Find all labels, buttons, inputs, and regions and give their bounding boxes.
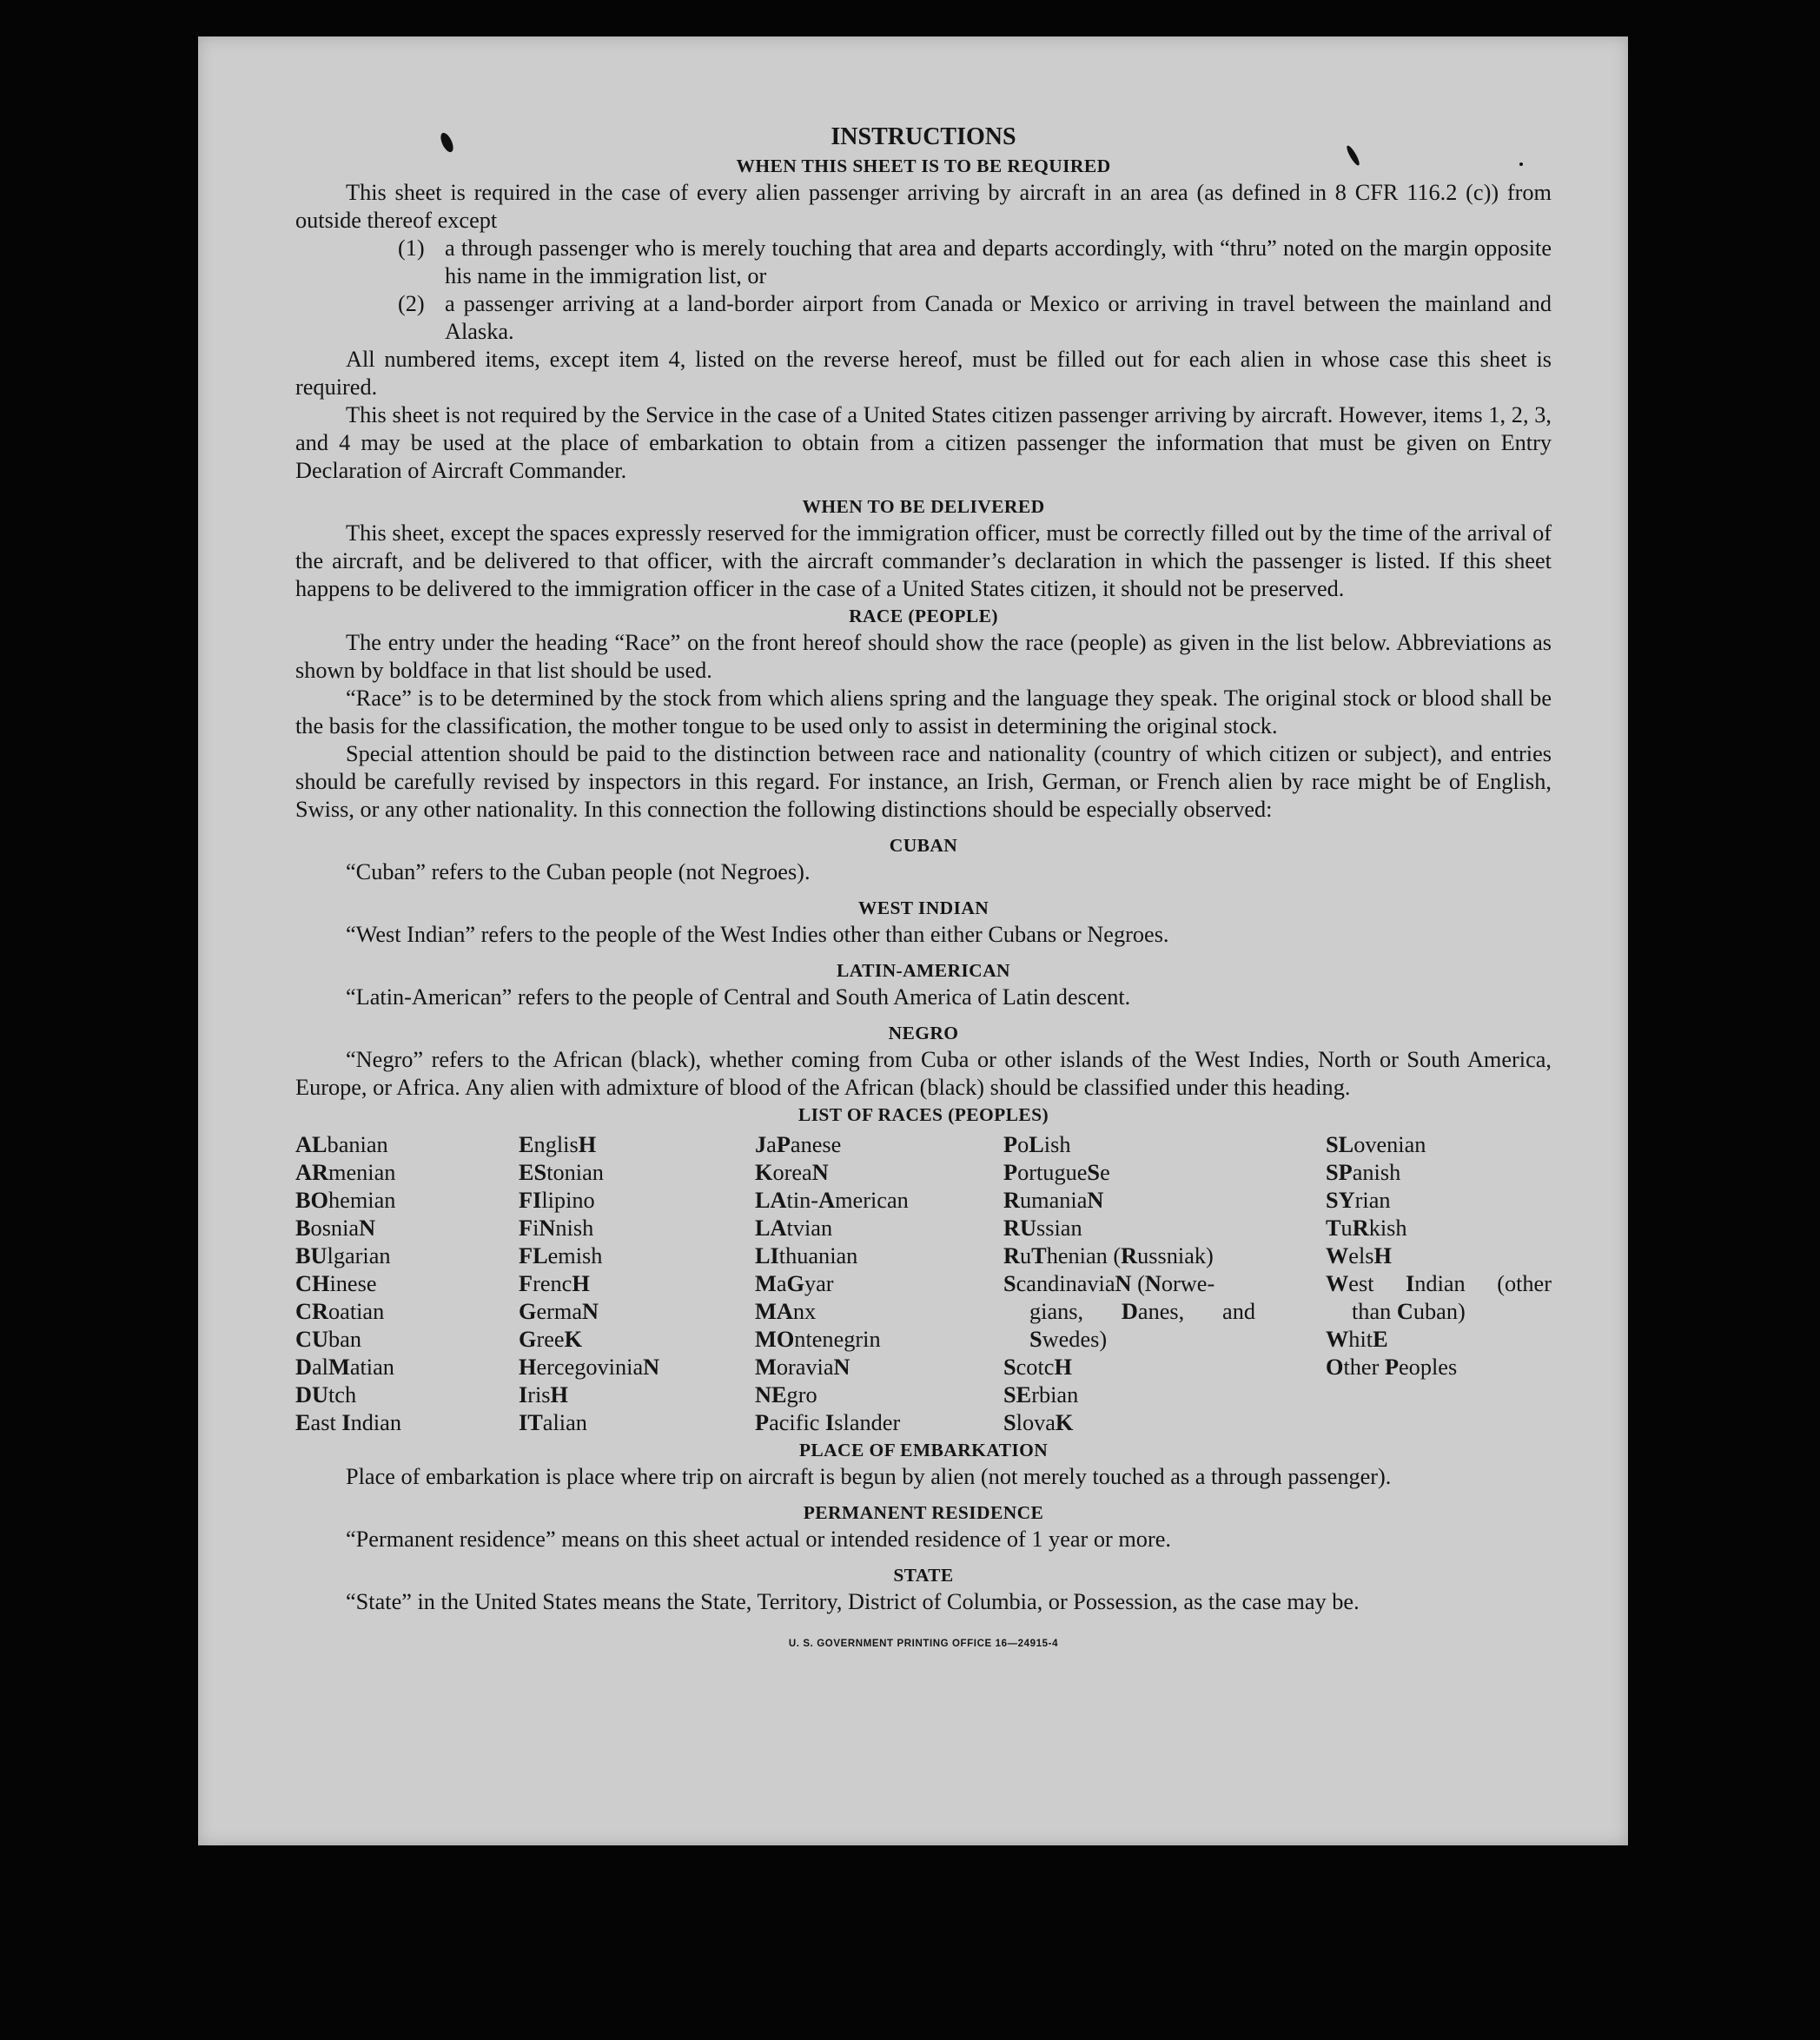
race-item: SErbian — [1003, 1382, 1079, 1407]
races-column-2 — [519, 1131, 745, 1437]
race-item: EnglisH — [519, 1132, 597, 1157]
item-text: a through passenger who is merely touching that area and departs accordingly, with “thru” noted on the margin opposite his name in the immigration list, or — [445, 235, 1552, 288]
race-item: MaGyar — [755, 1271, 834, 1296]
race-item: East Indian — [295, 1410, 402, 1435]
paragraph-west-indian: “West Indian” refers to the people of the West Indies other than either Cubans or Negroes. — [346, 922, 1169, 947]
heading-state: STATE — [893, 1565, 954, 1586]
heading-permanent-residence: PERMANENT RESIDENCE — [803, 1502, 1044, 1523]
race-item: LAtvian — [755, 1215, 833, 1241]
race-item: TuRkish — [1326, 1215, 1407, 1241]
paragraph-required: This sheet is required in the case of every alien passenger arriving by aircraft in an area (as defined in 8 CFR 116.2 (c)) from outside thereof except — [295, 180, 1552, 233]
race-item: MAnx — [755, 1299, 817, 1324]
paragraph-numbered-items: All numbered items, except item 4, listed on the reverse hereof, must be filled out for each alien in whose case this sheet is required. — [295, 347, 1552, 400]
race-item: SPanish — [1326, 1160, 1401, 1185]
race-item: FrencH — [519, 1271, 590, 1296]
paragraph-race-stock: “Race” is to be determined by the stock from which aliens spring and the language they speak. The original stock or blood shall be the basis for the classification, the mother tongue to be used only to assist in determining the original stock. — [295, 686, 1552, 739]
paragraph-race-entry: The entry under the heading “Race” on the front hereof should show the race (people) as given in the list below. Abbreviations as shown by boldface in that list should be used. — [295, 630, 1552, 683]
heading-when-required: WHEN THIS SHEET IS TO BE REQUIRED — [736, 156, 1111, 176]
race-item: DalMatian — [295, 1354, 394, 1380]
race-item: SYrian — [1326, 1188, 1391, 1213]
race-item: WhitE — [1326, 1327, 1388, 1352]
race-item: FLemish — [519, 1243, 603, 1268]
race-item: LIthuanian — [755, 1243, 858, 1268]
instructions-content — [295, 122, 1552, 1658]
printer-imprint: U. S. GOVERNMENT PRINTING OFFICE 16—24915-4 — [788, 1639, 1059, 1649]
races-column-4 — [1003, 1131, 1255, 1437]
race-item: SLovenian — [1326, 1132, 1426, 1157]
paragraph-citizen: This sheet is not required by the Service in the case of a United States citizen passenger arriving by aircraft. However, items 1, 2, 3, and 4 may be used at the place of embarkation to obtain from a citizen passenger the information that must be given on Entry Declaration of Aircraft Commander. — [295, 402, 1552, 483]
race-item: MOntenegrin — [755, 1327, 881, 1352]
race-item: PortugueSe — [1003, 1160, 1110, 1185]
paragraph-delivery: This sheet, except the spaces expressly reserved for the immigration officer, must be correctly filled out by the time of the arrival of the aircraft, and be delivered to that officer, with the aircraft commander’s declaration in which the passenger is listed. If this sheet happens to be delivered to the immigration officer in the case of a United States citizen, it should not be preserved. — [295, 520, 1552, 601]
race-item: GreeK — [519, 1327, 583, 1352]
race-item: ITalian — [519, 1410, 587, 1435]
race-item: MoraviaN — [755, 1354, 850, 1380]
race-item: RUssian — [1003, 1215, 1082, 1241]
race-item: EStonian — [519, 1160, 604, 1185]
heading-list-of-races: LIST OF RACES (PEOPLES) — [797, 1104, 1049, 1125]
race-item: RumaniaN — [1003, 1188, 1104, 1213]
race-item: gians, Danes, and — [1029, 1299, 1255, 1324]
race-item: HercegoviniaN — [519, 1354, 660, 1380]
exception-item — [398, 235, 1552, 290]
race-item: RuThenian (Russniak) — [1003, 1243, 1214, 1268]
race-item: DUtch — [295, 1382, 357, 1407]
item-number: (2) — [398, 291, 425, 316]
races-column-3 — [755, 1131, 989, 1437]
race-item: CUban — [295, 1327, 361, 1352]
races-list — [295, 1131, 1552, 1437]
race-item: ScotcH — [1003, 1354, 1072, 1380]
race-item: Pacific Islander — [755, 1410, 901, 1435]
paragraph-negro: “Negro” refers to the African (black), whether coming from Cuba or other islands of the West Indies, North or South America, Europe, or Africa. Any alien with admixture of blood of the African (black) should be classified under this heading. — [295, 1047, 1552, 1100]
race-item: LAtin-American — [755, 1188, 909, 1213]
race-item: IrisH — [519, 1382, 569, 1407]
item-text: a passenger arriving at a land-border airport from Canada or Mexico or arriving in travel between the mainland and Alaska. — [445, 291, 1552, 344]
heading-when-delivered: WHEN TO BE DELIVERED — [802, 496, 1045, 517]
race-item: Swedes) — [1029, 1327, 1108, 1352]
race-item: West Indian (other — [1326, 1271, 1552, 1296]
races-column-1 — [295, 1131, 504, 1437]
heading-race: RACE (PEOPLE) — [849, 606, 998, 626]
race-item: Other Peoples — [1326, 1354, 1458, 1380]
race-item: ARmenian — [295, 1160, 396, 1185]
paragraph-embarkation: Place of embarkation is place where trip on aircraft is begun by alien (not merely touched as a through passenger). — [346, 1464, 1392, 1489]
race-item: GermaN — [519, 1299, 599, 1324]
race-item: WelsH — [1326, 1243, 1392, 1268]
paragraph-cuban: “Cuban” refers to the Cuban people (not Negroes). — [346, 859, 811, 884]
race-item: CRoatian — [295, 1299, 385, 1324]
race-item: NEgro — [755, 1382, 817, 1407]
heading-west-indian: WEST INDIAN — [857, 897, 989, 918]
race-item: CHinese — [295, 1271, 377, 1296]
race-item: KoreaN — [755, 1160, 829, 1185]
race-item: BUlgarian — [295, 1243, 391, 1268]
race-item: FiNnish — [519, 1215, 594, 1241]
race-item: JaPanese — [755, 1132, 842, 1157]
heading-place-of-embarkation: PLACE OF EMBARKATION — [798, 1440, 1049, 1460]
item-number: (1) — [398, 235, 425, 261]
race-item: than Cuban) — [1352, 1299, 1466, 1324]
races-column-5 — [1326, 1131, 1552, 1381]
race-item: ScandinaviaN (Norwe- — [1003, 1271, 1215, 1296]
heading-negro: NEGRO — [888, 1023, 959, 1043]
paragraph-latin-american: “Latin-American” refers to the people of Central and South America of Latin descent. — [346, 984, 1131, 1010]
paragraph-race-nationality: Special attention should be paid to the distinction between race and nationality (country of which citizen or subject), and entries should be carefully revised by inspectors in this regard. For instance, an Irish, German, or French alien by race might be of English, Swiss, or any other nationality. In this connection the following distinctions should be especially observed: — [295, 741, 1552, 822]
exception-item — [398, 290, 1552, 346]
race-item: ALbanian — [295, 1132, 388, 1157]
paragraph-residence: “Permanent residence” means on this sheet actual or intended residence of 1 year or more. — [346, 1527, 1171, 1552]
race-item: BOhemian — [295, 1188, 396, 1213]
race-item: SlovaK — [1003, 1410, 1074, 1435]
heading-cuban: CUBAN — [889, 835, 958, 856]
race-item: BosniaN — [295, 1215, 376, 1241]
race-item: FIlipino — [519, 1188, 595, 1213]
page-title: INSTRUCTIONS — [831, 123, 1016, 150]
race-item: PoLish — [1003, 1132, 1071, 1157]
heading-latin-american: LATIN-AMERICAN — [837, 960, 1010, 981]
paragraph-state: “State” in the United States means the State, Territory, District of Columbia, or Possession, as the case may be. — [346, 1589, 1360, 1614]
